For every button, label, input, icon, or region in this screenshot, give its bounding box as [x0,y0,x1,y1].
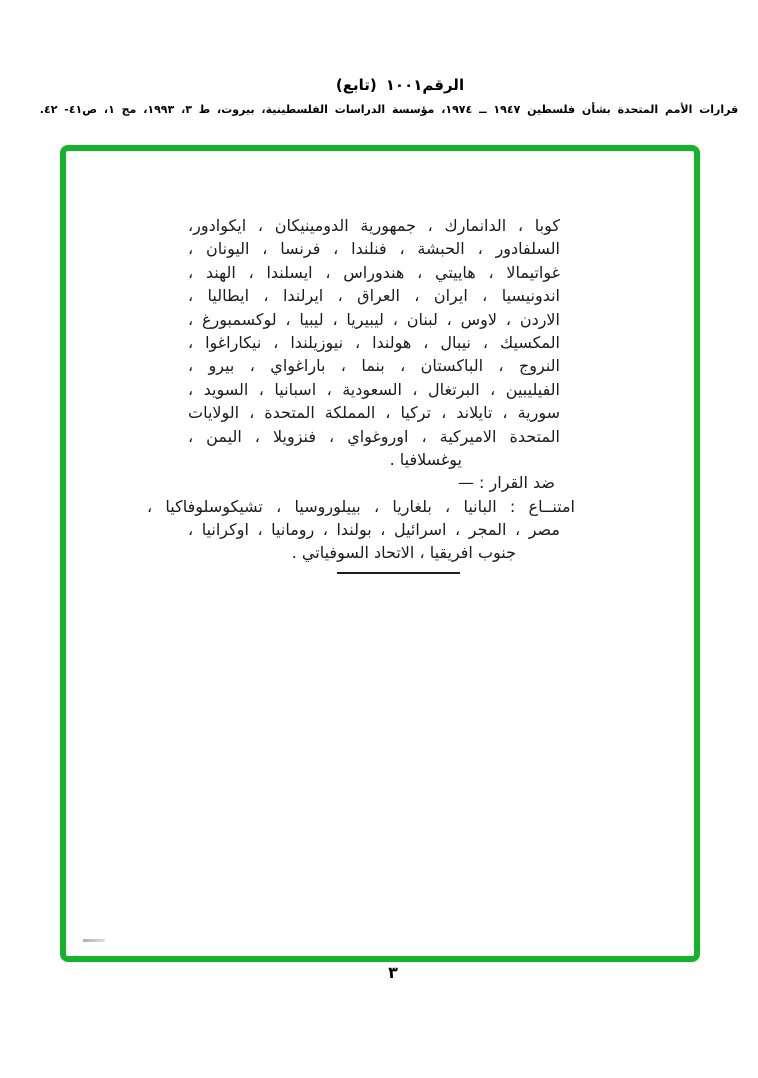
highlight-frame [60,145,700,962]
title-continued-part: (تابع) [335,76,377,94]
text-line: النروج ، الباكستان ، بنما ، باراغواي ، بيرو ، [188,356,560,376]
text-line: غواتيمالا ، هاييتي ، هندوراس ، ايسلندا ، الهند ، [188,262,560,282]
text-line: السلفادور ، الحبشة ، فنلندا ، فرنسا ، اليونان ، [188,239,560,259]
text-line: يوغسلافيا . [389,449,462,469]
text-line: مصر ، المجر ، اسرائيل ، بولندا ، رومانيا ، اوكرانيا ، [188,520,560,540]
title-number-part: ١٠٠١ [385,76,423,94]
title-label-part: الرقم [422,76,465,94]
text-line: اندونيسيا ، ايران ، العراق ، ايرلندا ، ايطاليا ، [188,286,560,306]
text-line: كوبا ، الدانمارك ، جمهورية الدومينيكان ، ايكوادور، [188,216,560,235]
text-line: ضد القرار : — [457,473,555,493]
text-line: سورية ، تايلاند ، تركيا ، المملكة المتحدة ، الولايات [188,403,560,423]
scan-smudge-mark [83,939,105,942]
text-line: المكسيك ، نيبال ، هولندا ، نيوزيلندا ، نيكاراغوا ، [188,332,560,352]
text-line: جنوب افريقيا ، الاتحاد السوفياتي . [291,543,516,563]
text-line: المتحدة الاميركية ، اوروغواي ، فنزويلا ، اليمن ، [188,426,560,446]
text-line: الاردن ، لاوس ، لبنان ، ليبيريا ، ليبيا ، لوكسمبورغ ، [188,309,560,329]
closing-rule [337,572,460,574]
text-line: امتنــاع : البانيا ، بلغاريا ، بييلوروسيا ، تشيكوسلوفاكيا ، [147,496,575,516]
source-citation: قرارات الأمم المتحدة بشأن فلسطين ١٩٤٧ ــ ١٩٧٤، مؤسسة الدراسات الفلسطينية، بيروت، ط ٣، ١٩٩٣، مج ١، ص٤١- ٤٢. [39,103,739,116]
page-number: ٣ [388,963,398,982]
resolution-text-block [147,214,575,565]
text-line: الفيليبين ، البرتغال ، السعودية ، اسبانيا ، السويد ، [188,379,560,399]
page-title [42,76,758,94]
